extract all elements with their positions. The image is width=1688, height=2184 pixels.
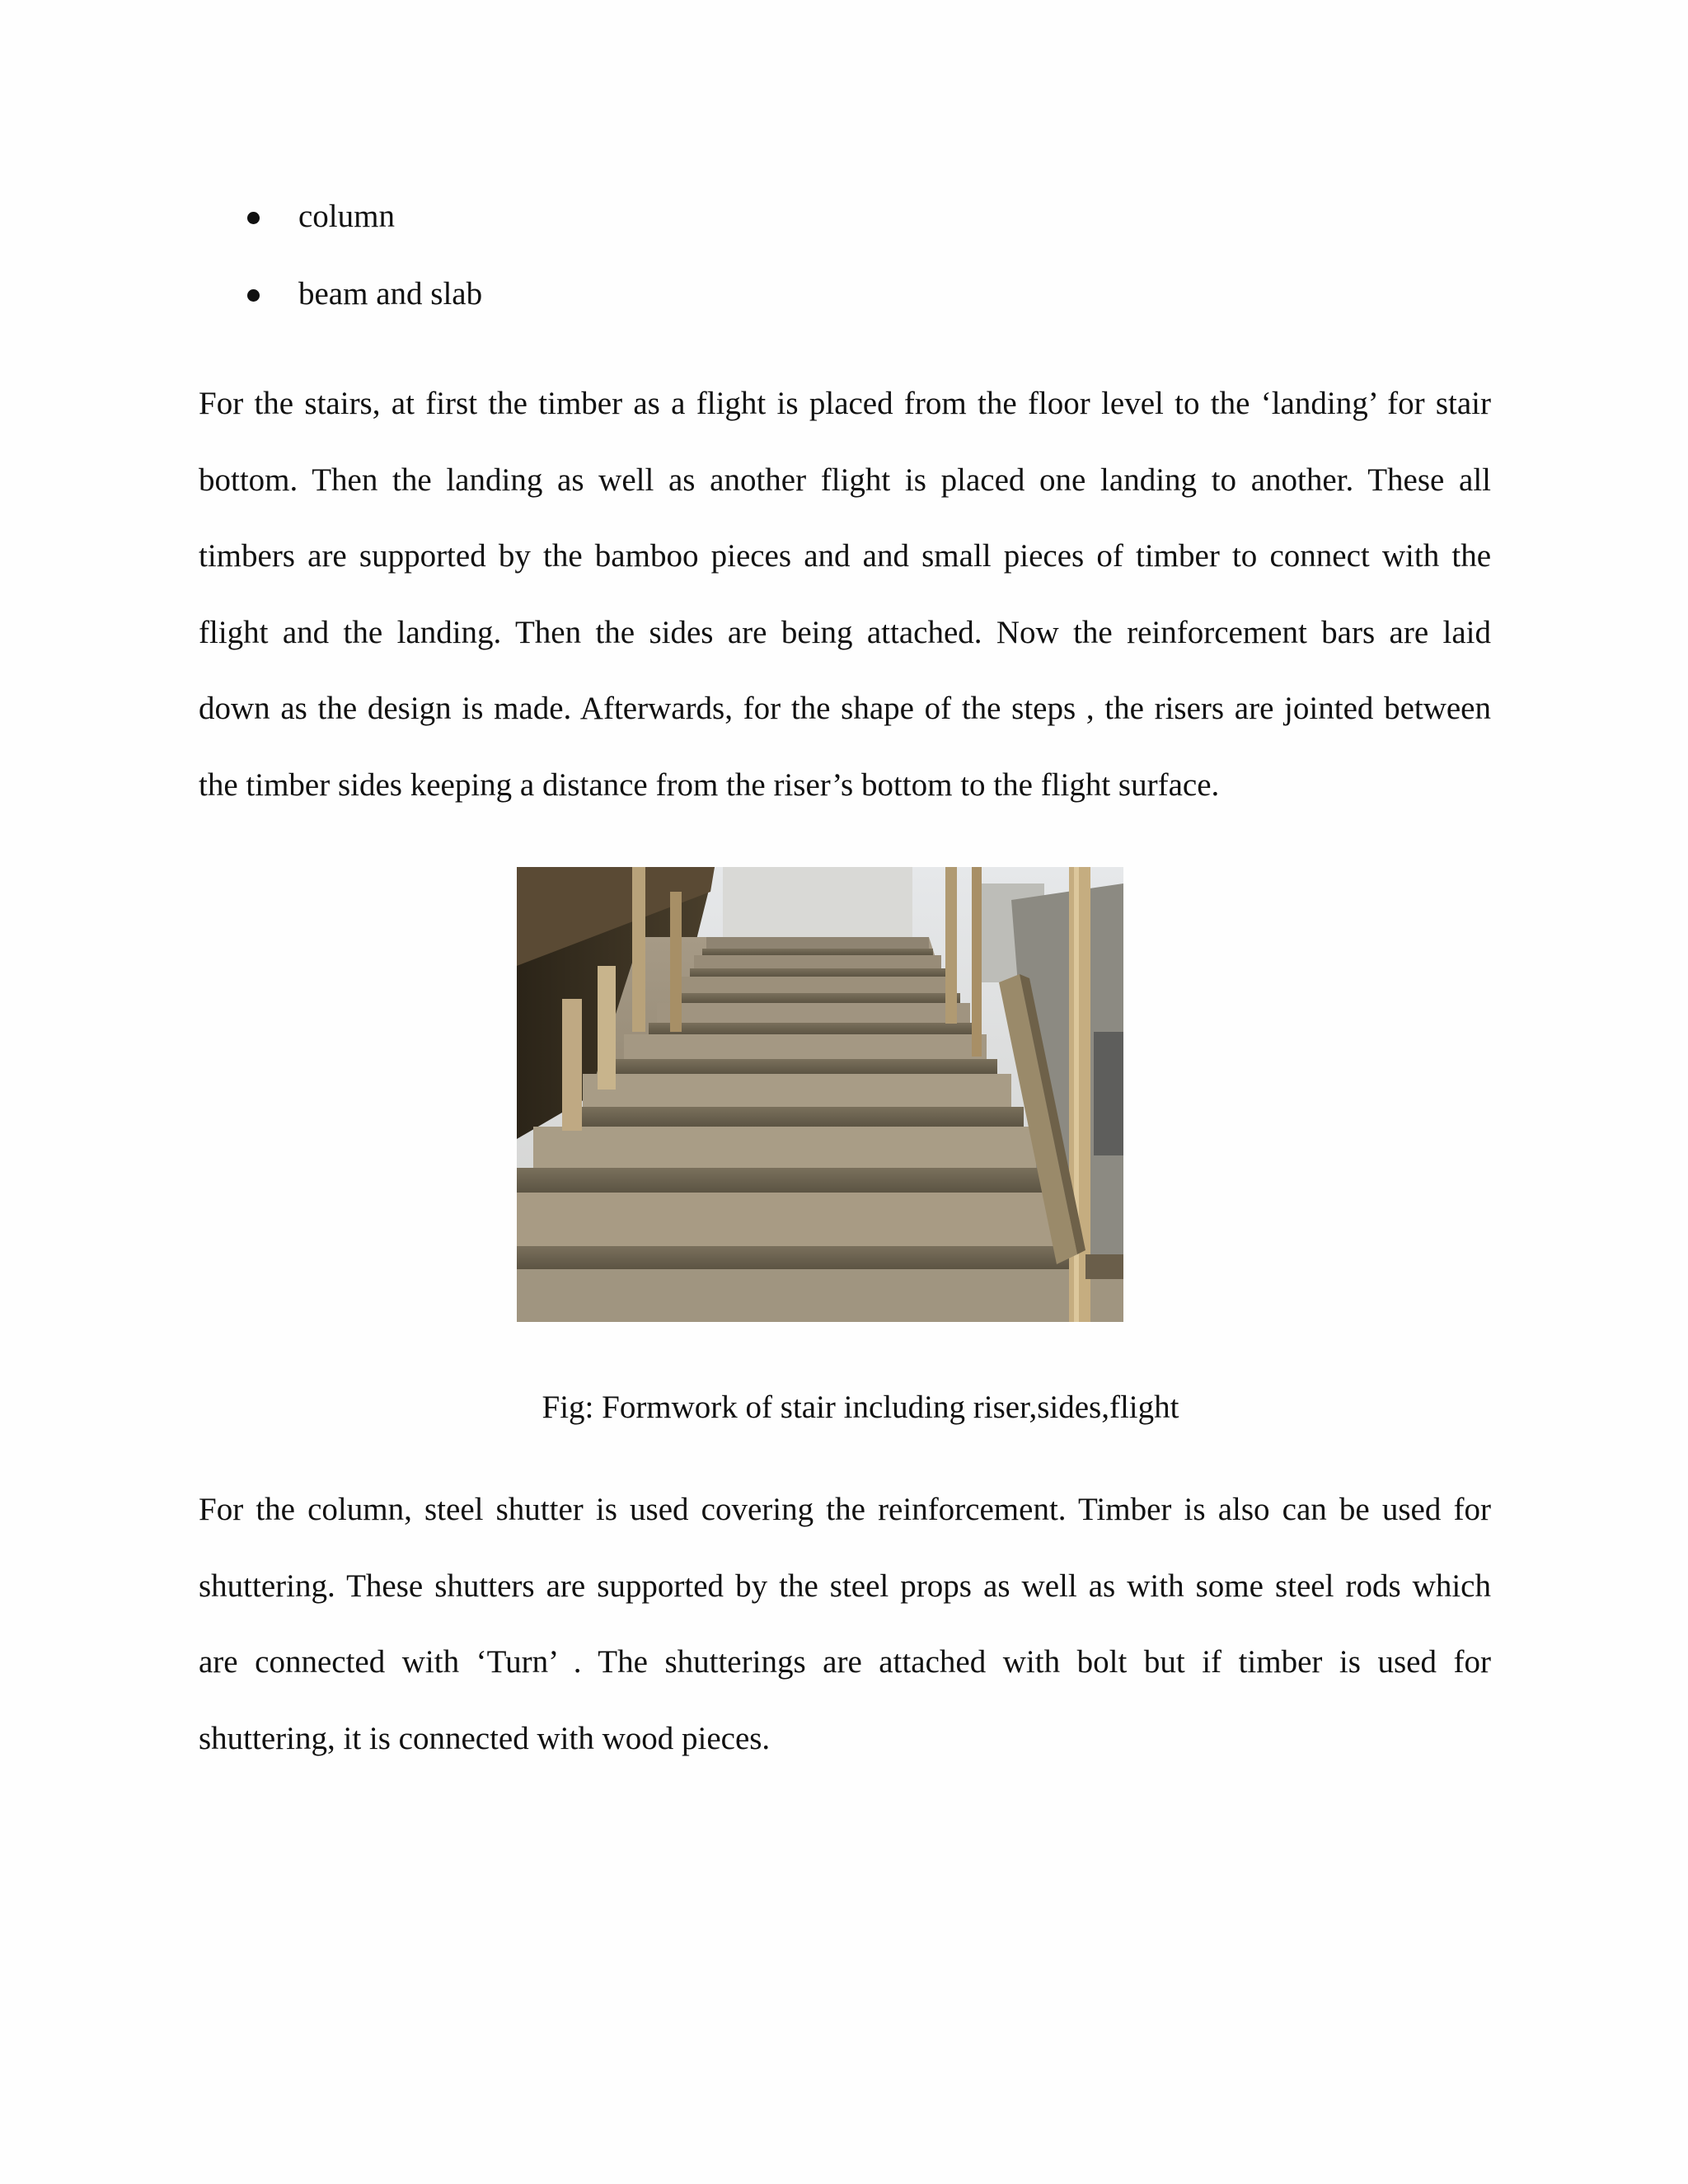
bullet-text: beam and slab bbox=[298, 276, 483, 312]
paragraph-line: down as the design is made. Afterwards, for the shape of the steps , the risers are jointed between bbox=[199, 691, 1491, 726]
paragraph-line: flight and the landing. Then the sides are being attached. Now the reinforcement bars are laid bbox=[199, 614, 1491, 650]
paragraph-line: timbers are supported by the bamboo pieces and and small pieces of timber to connect with the bbox=[199, 538, 1491, 574]
paragraph-line: shuttering. These shutters are supported by the steel props as well as with some steel rods which bbox=[199, 1568, 1491, 1604]
paragraph-line: shuttering, it is connected with wood pieces. bbox=[199, 1720, 771, 1756]
bullet-item bbox=[247, 271, 482, 317]
bullet-icon bbox=[247, 289, 260, 302]
stairs-paragraph bbox=[199, 366, 1491, 823]
paragraph-line: For the column, steel shutter is used covering the reinforcement. Timber is also can be used for bbox=[199, 1492, 1491, 1527]
bullet-text: column bbox=[298, 199, 395, 234]
stair-formwork-photo bbox=[517, 867, 1123, 1322]
bullet-item bbox=[247, 194, 482, 240]
paragraph-line: For the stairs, at first the timber as a flight is placed from the floor level to the ‘landing’ for stair bbox=[199, 386, 1491, 421]
column-paragraph bbox=[199, 1472, 1491, 1777]
bullet-list bbox=[247, 194, 482, 349]
paragraph-line: the timber sides keeping a distance from the riser’s bottom to the flight surface. bbox=[199, 766, 1220, 803]
figure-caption: Fig: Formwork of stair including riser,sides,flight bbox=[542, 1390, 1179, 1425]
paragraph-line: bottom. Then the landing as well as another flight is placed one landing to another. These all bbox=[199, 462, 1491, 498]
bullet-icon bbox=[247, 212, 260, 224]
paragraph-line: are connected with ‘Turn’ . The shutterings are attached with bolt but if timber is used for bbox=[199, 1644, 1491, 1680]
